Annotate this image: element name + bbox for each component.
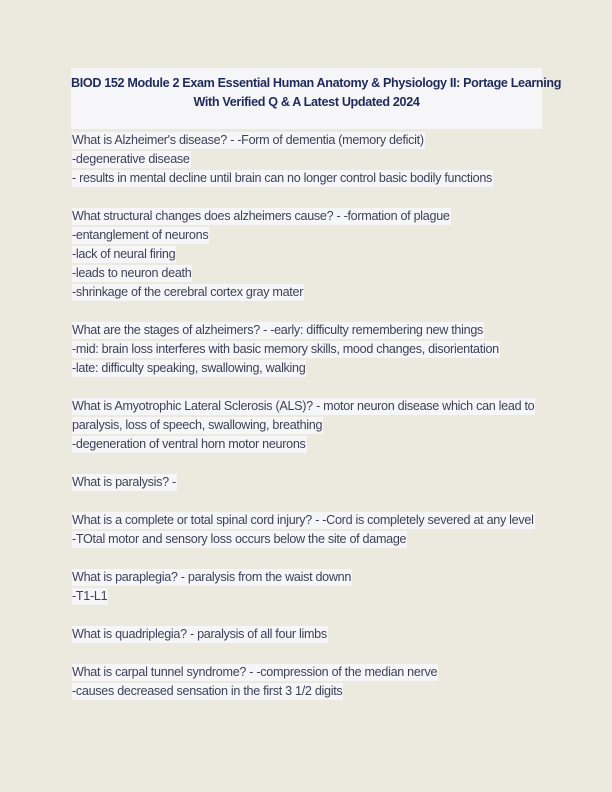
qa-line (72, 244, 552, 263)
qa-line (72, 662, 552, 681)
qa-line (72, 149, 552, 168)
qa-block-als (72, 396, 552, 453)
qa-text: What is a complete or total spinal cord injury? - -Cord is completely severed at any level (72, 513, 534, 527)
qa-line (72, 586, 552, 605)
qa-text: -lack of neural firing (72, 247, 176, 261)
qa-text: -late: difficulty speaking, swallowing, walking (72, 361, 306, 375)
qa-block-alzheimers (72, 130, 552, 187)
qa-line (72, 510, 552, 529)
qa-block-carpal-tunnel (72, 662, 552, 700)
qa-line (72, 529, 552, 548)
qa-text: -causes decreased sensation in the first 3 1/2 digits (72, 684, 343, 698)
qa-line (72, 415, 552, 434)
qa-list (72, 130, 552, 719)
qa-text: What are the stages of alzheimers? - -early: difficulty remembering new things (72, 323, 484, 337)
title-line-1: BIOD 152 Module 2 Exam Essential Human Anatomy & Physiology II: Portage Learning (71, 76, 562, 90)
qa-line (72, 263, 552, 282)
qa-text: What structural changes does alzheimers cause? - -formation of plague (72, 209, 450, 223)
qa-text: What is paraplegia? - paralysis from the waist downn (72, 570, 352, 584)
qa-block-stages (72, 320, 552, 377)
title-line-2: With Verified Q & A Latest Updated 2024 (193, 95, 420, 109)
qa-text: -shrinkage of the cerebral cortex gray mater (72, 285, 304, 299)
qa-text: What is Amyotrophic Lateral Sclerosis (ALS)? - motor neuron disease which can lead to (72, 399, 535, 413)
qa-line (72, 624, 552, 643)
qa-text: -degeneration of ventral horn motor neurons (72, 437, 306, 451)
qa-text: What is quadriplegia? - paralysis of all four limbs (72, 627, 327, 641)
qa-text: -mid: brain loss interferes with basic memory skills, mood changes, disorientation (72, 342, 499, 356)
qa-text: paralysis, loss of speech, swallowing, breathing (72, 418, 323, 432)
qa-text: What is carpal tunnel syndrome? - -compression of the median nerve (72, 665, 438, 679)
qa-line (72, 320, 552, 339)
qa-text: -degenerative disease (72, 152, 190, 166)
qa-line (72, 168, 552, 187)
qa-block-paraplegia (72, 567, 552, 605)
qa-block-paralysis (72, 472, 552, 491)
qa-block-complete-sci (72, 510, 552, 548)
qa-text: What is paralysis? - (72, 475, 176, 489)
qa-line (72, 681, 552, 700)
qa-line (72, 567, 552, 586)
qa-text: -leads to neuron death (72, 266, 192, 280)
qa-line (72, 282, 552, 301)
qa-block-quadriplegia (72, 624, 552, 643)
qa-line (72, 358, 552, 377)
qa-line (72, 206, 552, 225)
qa-text: What is Alzheimer's disease? - -Form of dementia (memory deficit) (72, 133, 424, 147)
qa-text: -entanglement of neurons (72, 228, 209, 242)
qa-text: -T1-L1 (72, 589, 108, 603)
qa-line (72, 472, 552, 491)
qa-line (72, 339, 552, 358)
qa-text: - results in mental decline until brain can no longer control basic bodily functions (72, 171, 493, 185)
qa-line (72, 130, 552, 149)
qa-text: -TOtal motor and sensory loss occurs below the site of damage (72, 532, 407, 546)
document-title (71, 68, 562, 129)
qa-line (72, 434, 552, 453)
qa-line (72, 225, 552, 244)
qa-block-structural-changes (72, 206, 552, 301)
qa-line (72, 396, 552, 415)
